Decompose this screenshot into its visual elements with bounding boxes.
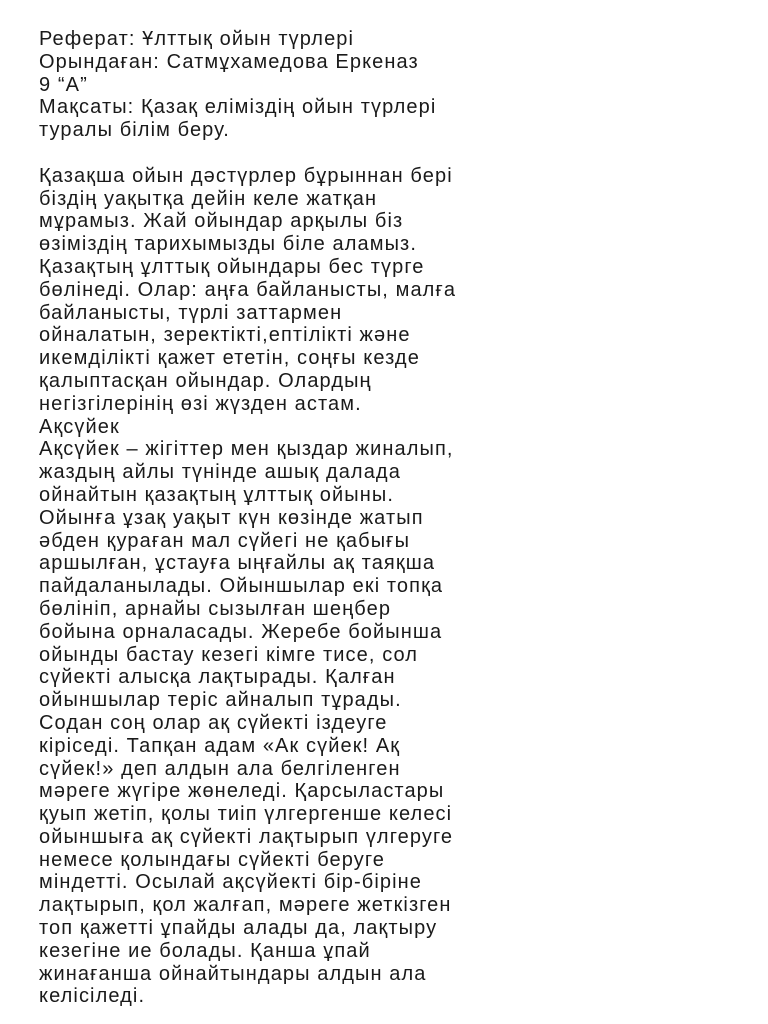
- text-line: сүйекті алысқа лақтырады. Қалған: [39, 666, 396, 689]
- text-line: аршылған, ұстауға ыңғайлы ақ таяқша: [39, 552, 436, 575]
- purpose-line: Мақсаты: Қазақ еліміздің ойын түрлері: [39, 96, 437, 119]
- text-line: пайдаланылады. Ойыншылар екі топқа: [39, 575, 444, 598]
- text-line: жинағанша ойнайтындары алдын ала: [39, 962, 427, 985]
- author-line: Орындаған: Сатмұхамедова Еркеназ: [39, 50, 419, 73]
- text-line: қалыптасқан ойындар. Олардың: [39, 369, 372, 392]
- text-line: ойналатын, зеректікті,ептілікті және: [39, 324, 411, 347]
- text-line: Ойынға ұзақ уақыт күн көзінде жатып: [39, 506, 424, 529]
- text-line: қуып жетіп, қолы тиіп үлгергенше келесі: [39, 803, 453, 826]
- section-paragraph: [39, 438, 749, 1008]
- section-heading: Ақсүйек: [39, 415, 120, 438]
- text-line: міндетті. Осылай ақсүйекті бір-біріне: [39, 871, 423, 894]
- text-line: өзіміздің тарихымызды біле аламыз.: [39, 233, 417, 256]
- text-line: ойынды бастау кезегі кімге тисе, сол: [39, 643, 419, 666]
- text-line: кіріседі. Тапқан адам «Ак сүйек! Ақ: [39, 734, 401, 757]
- document-body: [39, 28, 749, 1008]
- paragraph-gap: [39, 142, 749, 165]
- text-line: бойына орналасады. Жеребе бойынша: [39, 620, 443, 643]
- text-line: мұрамыз. Жай ойындар арқылы біз: [39, 210, 404, 233]
- text-line: Қазақтың ұлттық ойындары бес түрге: [39, 255, 425, 278]
- document-header: [39, 28, 749, 142]
- text-line: әбден қураған мал сүйегі не қабығы: [39, 529, 411, 552]
- text-line: байланысты, түрлі заттармен: [39, 301, 343, 324]
- text-line: Қазақша ойын дәстүрлер бұрыннан бері: [39, 164, 453, 187]
- text-line: негізгілерінің өзі жүзден астам.: [39, 392, 362, 415]
- text-line: лақтырып, қол жалғап, мәреге жеткізген: [39, 894, 452, 917]
- text-line: ойыншыға ақ сүйекті лақтырып үлгеруге: [39, 825, 454, 848]
- text-line: топ қажетті ұпайды алады да, лақтыру: [39, 917, 438, 940]
- text-line: бөлінеді. Олар: аңға байланысты, малға: [39, 278, 457, 301]
- text-line: Ақсүйек – жігіттер мен қыздар жиналып,: [39, 438, 454, 461]
- text-line: мәреге жүгіре жөнеледі. Қарсыластары: [39, 780, 445, 803]
- text-line: біздің уақытқа дейін келе жатқан: [39, 187, 378, 210]
- report-title: Реферат: Ұлттық ойын түрлері: [39, 28, 355, 50]
- intro-paragraph: [39, 165, 749, 416]
- class-line: 9 “А”: [39, 73, 88, 96]
- text-line: немесе қолындағы сүйекті беруге: [39, 848, 386, 871]
- text-line: бөлініп, арнайы сызылған шеңбер: [39, 597, 392, 620]
- text-line: сүйек!» деп алдын ала белгіленген: [39, 757, 401, 780]
- text-line: ойыншылар теріс айналып тұрады.: [39, 689, 402, 712]
- text-line: кезегіне ие болады. Қанша ұпай: [39, 939, 371, 962]
- text-line: ойнайтын қазақтың ұлттық ойыны.: [39, 483, 395, 506]
- text-line: жаздың айлы түнінде ашық далада: [39, 461, 401, 484]
- purpose-line-cont: туралы білім беру.: [39, 119, 230, 142]
- text-line: келісіледі.: [39, 985, 146, 1008]
- text-line: Содан соң олар ақ сүйекті іздеуге: [39, 711, 388, 734]
- text-line: икемділікті қажет ететін, соңғы кезде: [39, 347, 420, 370]
